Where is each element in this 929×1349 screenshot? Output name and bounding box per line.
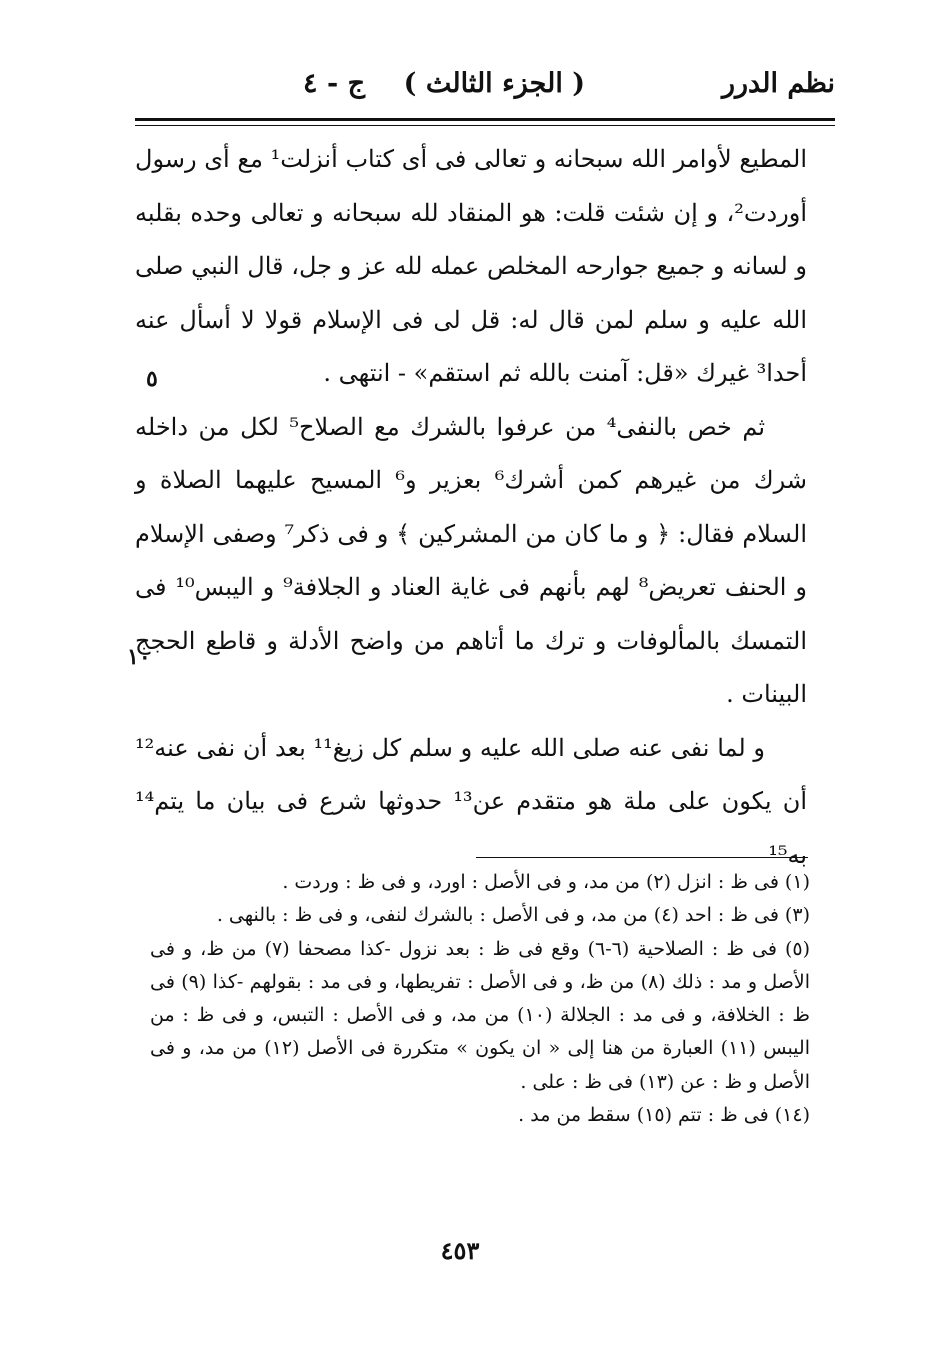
- footnote: (٣) فى ظ : احد (٤) من مد، و فى الأصل : بالشرك لنفى، و فى ظ : بالنهى .: [216, 904, 810, 927]
- book-title: نظم الدرر: [721, 68, 835, 99]
- main-text: [135, 133, 808, 869]
- footnote: (١) فى ظ : انزل (٢) من مد، و فى الأصل : اورد، و فى ظ : وردت .: [282, 871, 810, 893]
- volume-number: ج - ٤: [303, 68, 365, 99]
- footnote: (١٤) فى ظ : تتم (١٥) سقط من مد .: [518, 1104, 810, 1127]
- header-rule-thick: [135, 118, 835, 121]
- footnote: (٥) فى ظ : الصلاحية (٦-٦) وقع فى ظ : بعد نزول -كذا مصحفا (٧) من ظ، و فى الأصل و مد : ذلك (٨) من ظ، و فى الأصل : تفريطها، و فى مد : بقولهم -كذا (٩) فى ظ : الخلافة، و فى مد : الجلالة (١٠) من مد، و فى الأصل : التبس، و فى ظ : من اليبس (١١) العبارة من هنا إلى « ان يكون » متكررة فى الأصل (١٢) من مد، و فى الأصل و ظ : عن (١٣) فى ظ : على .: [150, 937, 811, 1093]
- footnotes: [150, 866, 810, 1226]
- line-number-10: ١٠: [127, 644, 151, 670]
- paragraph: و لما نفى عنه صلى الله عليه و سلم كل زيغ¹¹ بعد أن نفى عنه¹² أن يكون على ملة هو متقدم عن¹³ حدوثها شرع فى بيان ما يتم¹⁴ به¹⁵: [135, 733, 807, 869]
- paragraph: المطيع لأوامر الله سبحانه و تعالى فى أى كتاب أنزلت¹ مع أى رسول أوردت²، و إن شئت قلت: هو المنقاد لله سبحانه و تعالى وحده بقلبه و لسانه و جميع جوارحه المخلص عمله لله عز و جل، قال النبي صلى الله عليه و سلم لمن قال له: قل لى فى الإسلام قولا لا أسأل عنه أحدا³ غيرك «قل: آمنت بالله ثم استقم» - انتهى .: [135, 145, 807, 387]
- running-header: [135, 68, 835, 112]
- part-title: ( الجزء الثالث ): [403, 68, 585, 99]
- line-number-5: ٥: [146, 366, 158, 392]
- paragraph: ثم خص بالنفى⁴ من عرفوا بالشرك مع الصلاح⁵ لكل من داخله شرك من غيرهم كمن أشرك⁶ بعزير و⁶ المسيح عليهما الصلاة و السلام فقال: ﴿ و ما كان من المشركين ﴾ و فى ذكر⁷ وصفى الإسلام و الحنف تعريض⁸ لهم بأنهم فى غاية العناد و الجلافة⁹ و اليبس¹⁰ فى التمسك بالمألوفات و ترك ما أتاهم من واضح الأدلة و قاطع الحجج البينات .: [135, 412, 808, 708]
- page-number: ٤٥٣: [440, 1236, 480, 1265]
- header-rule-thin: [135, 125, 835, 126]
- footnote-separator: [476, 857, 808, 858]
